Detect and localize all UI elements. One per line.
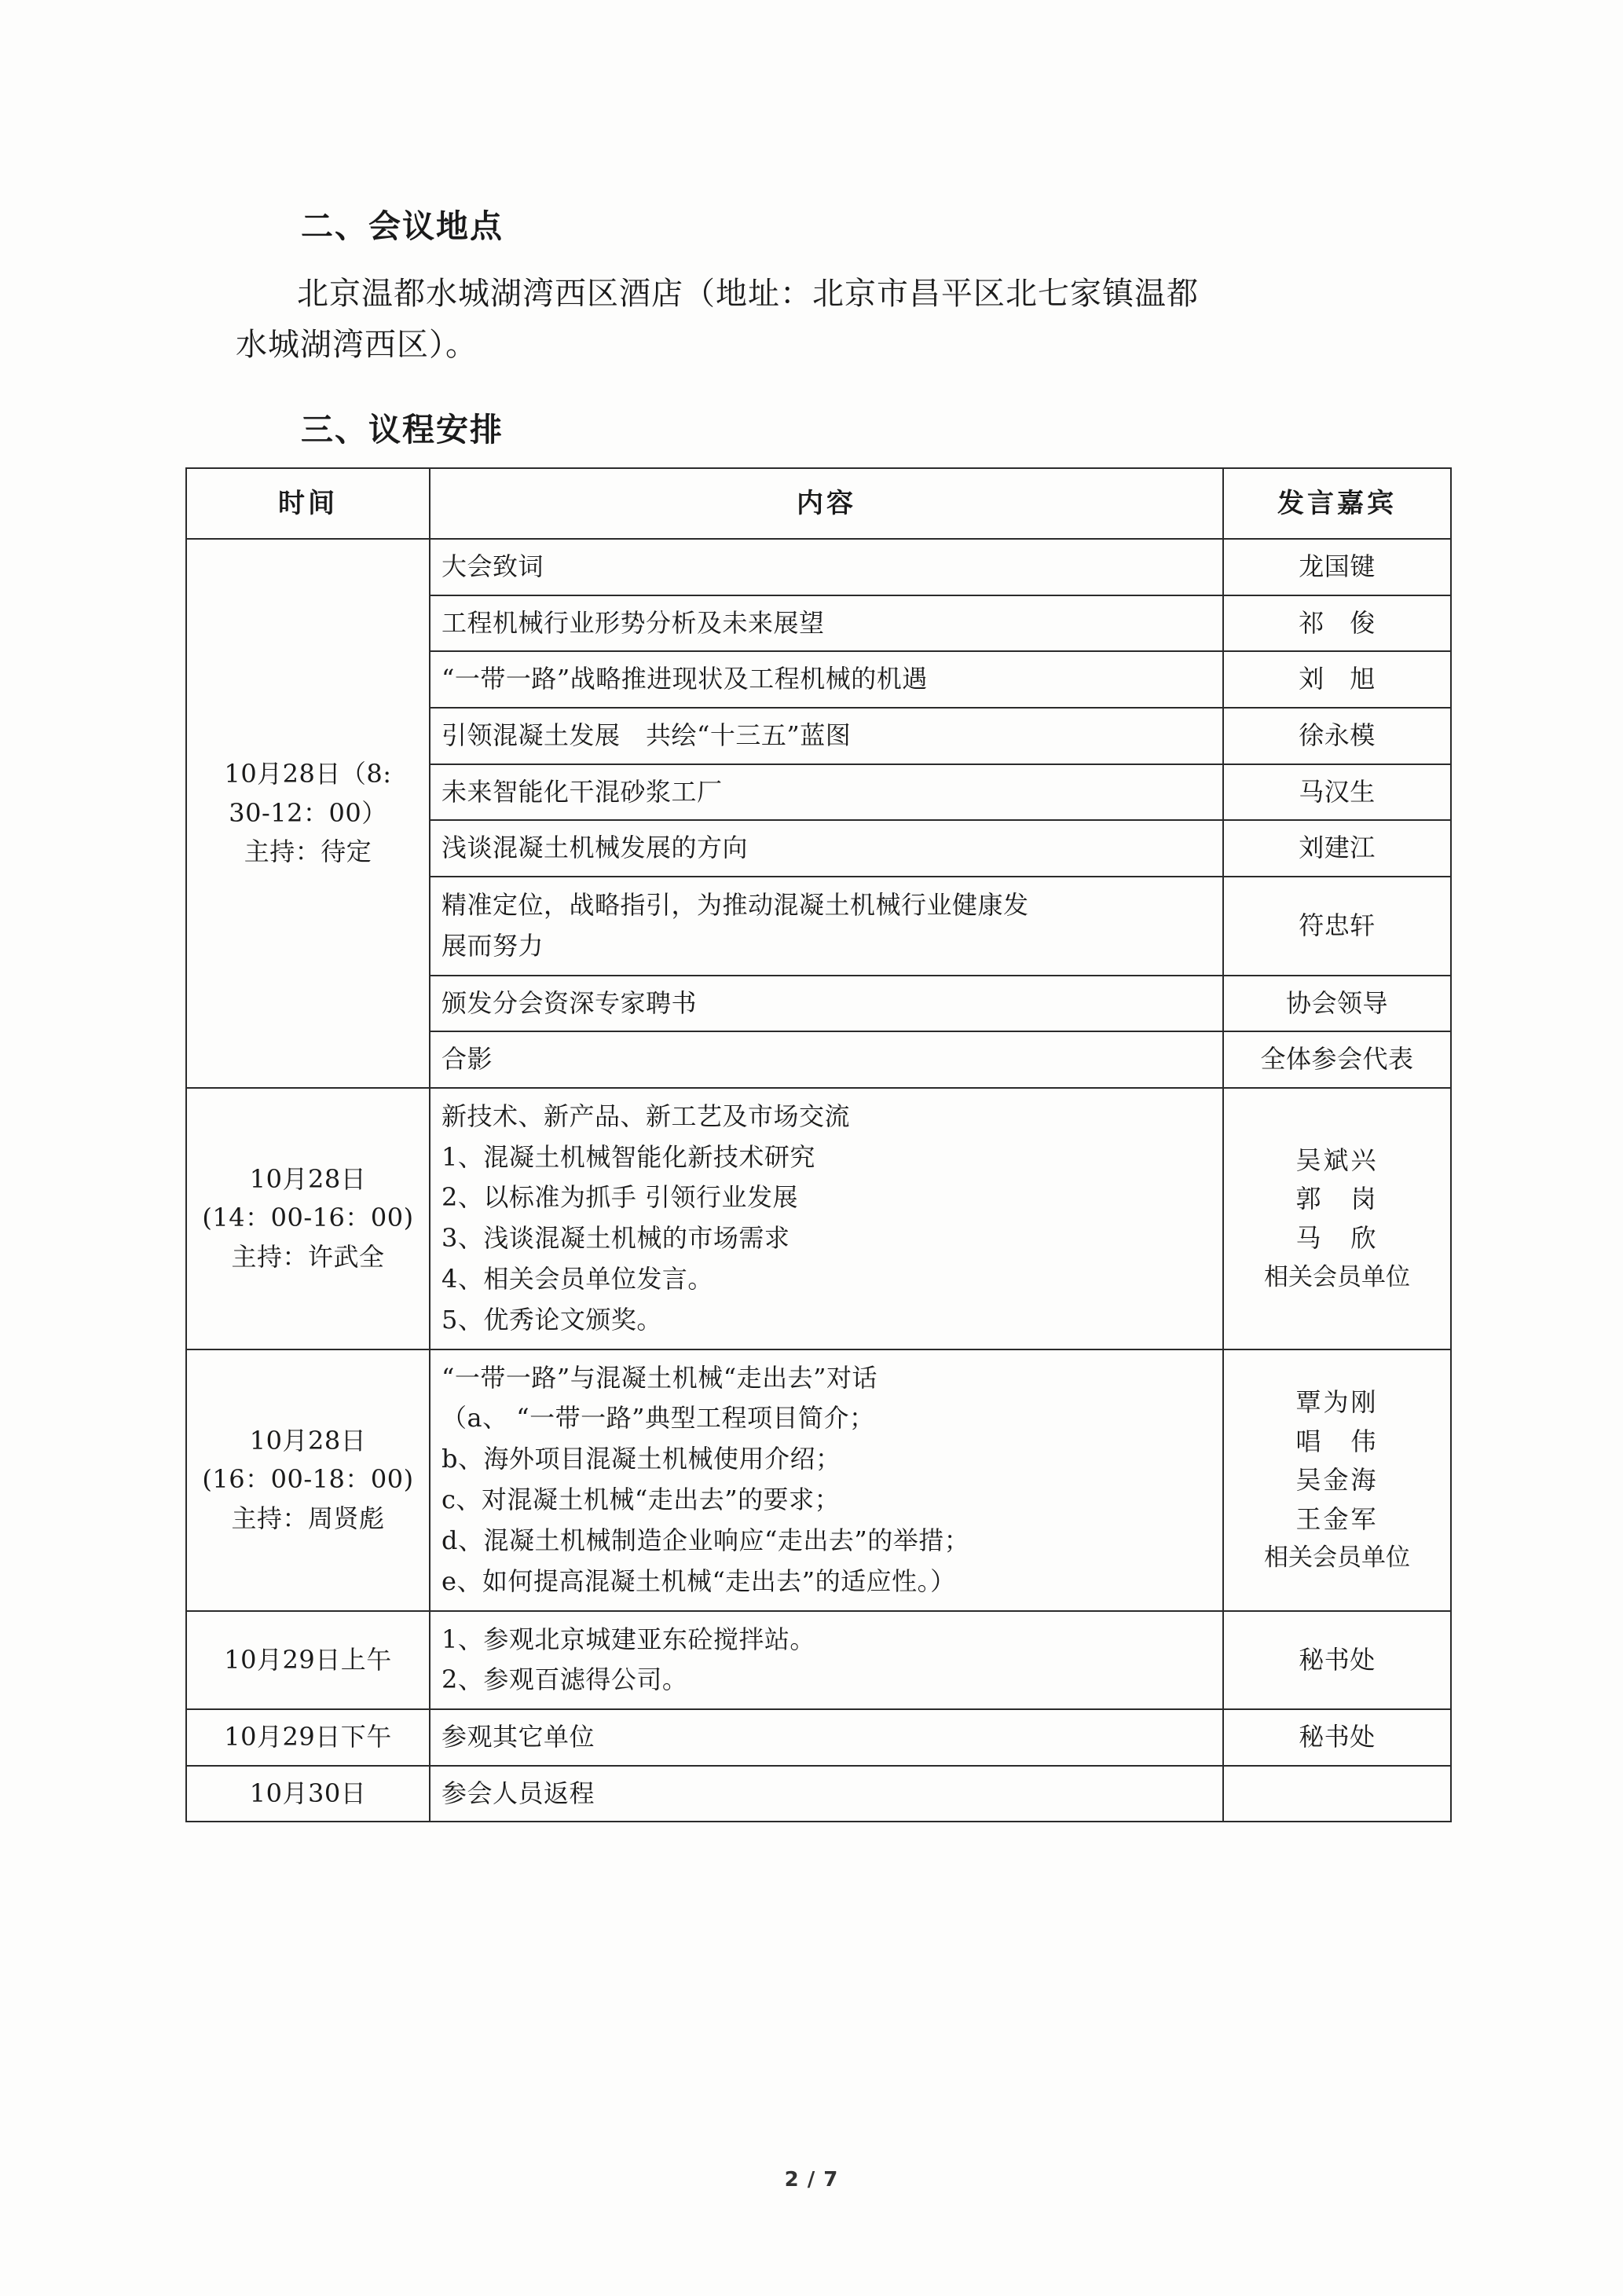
cell-time-block-4: 10月29日上午 <box>186 1611 430 1710</box>
content-line: e、如何提高混凝土机械“走出去”的适应性。） <box>441 1565 956 1596</box>
cell-content: 参会人员返程 <box>430 1766 1223 1822</box>
cell-content <box>430 1611 1223 1710</box>
time-line: 主持：周贤彪 <box>231 1503 385 1533</box>
guest-name: 郭 岗 <box>1295 1184 1379 1214</box>
time-line: (14：00-16：00) <box>202 1203 414 1233</box>
cell-guest: 符忠轩 <box>1223 877 1451 976</box>
time-line: 主持：待定 <box>244 837 372 867</box>
location-line-2: 水城湖湾西区）。 <box>236 326 478 363</box>
cell-guest: 秘书处 <box>1223 1709 1451 1766</box>
time-line: 主持：许武全 <box>231 1241 385 1272</box>
content-line: 新技术、新产品、新工艺及市场交流 <box>441 1100 851 1131</box>
content-line: 2、以标准为抓手 引领行业发展 <box>441 1182 799 1213</box>
guest-name: 吴斌兴 <box>1295 1144 1379 1175</box>
cell-guest <box>1223 1766 1451 1822</box>
content-line: 1、混凝土机械智能化新技术研究 <box>441 1141 815 1172</box>
guest-name: 覃为刚 <box>1295 1386 1379 1417</box>
content-line: 4、相关会员单位发言。 <box>441 1264 713 1294</box>
cell-guest: 秘书处 <box>1223 1611 1451 1710</box>
cell-content: 颁发分会资深专家聘书 <box>430 976 1223 1032</box>
cell-content <box>430 1088 1223 1349</box>
content-line: 2、参观百滤得公司。 <box>441 1664 688 1695</box>
cell-content: 引领混凝土发展 共绘“十三五”蓝图 <box>430 708 1223 764</box>
cell-guest: 祁 俊 <box>1223 595 1451 652</box>
table-row <box>186 1349 1451 1611</box>
cell-content <box>430 1349 1223 1611</box>
table-row <box>186 539 1451 595</box>
table-row <box>186 1088 1451 1349</box>
cell-content: 合影 <box>430 1031 1223 1088</box>
cell-guest: 龙国键 <box>1223 539 1451 595</box>
table-row <box>186 1709 1451 1766</box>
table-row <box>186 1766 1451 1822</box>
time-line: 10月28日 <box>249 1163 367 1194</box>
guest-name: 吴金海 <box>1295 1465 1379 1496</box>
section-heading-location: 二、会议地点 <box>301 207 504 245</box>
location-paragraph <box>179 269 1452 371</box>
time-line: (16：00-18：00) <box>202 1464 414 1495</box>
cell-guest: 徐永模 <box>1223 708 1451 764</box>
time-line: 10月28日（8: <box>224 759 392 789</box>
agenda-table <box>185 467 1452 1823</box>
content-line: 3、浅谈混凝土机械的市场需求 <box>441 1223 790 1254</box>
cell-content <box>430 877 1223 976</box>
column-header-guest: 发言嘉宾 <box>1223 468 1451 540</box>
cell-guest: 协会领导 <box>1223 976 1451 1032</box>
table-header-row <box>186 468 1451 540</box>
table-body <box>186 539 1451 1822</box>
page-number: 2 / 7 <box>784 2168 839 2192</box>
cell-content: 未来智能化干混砂浆工厂 <box>430 764 1223 821</box>
time-line: 10月28日 <box>249 1425 367 1456</box>
cell-content: 参观其它单位 <box>430 1709 1223 1766</box>
table-header <box>186 468 1451 540</box>
cell-content: “一带一路”战略推进现状及工程机械的机遇 <box>430 651 1223 708</box>
cell-content: 浅谈混凝土机械发展的方向 <box>430 820 1223 877</box>
column-header-content: 内容 <box>430 468 1223 540</box>
content-line: 1、参观北京城建亚东砼搅拌站。 <box>441 1624 815 1654</box>
cell-guest: 刘建江 <box>1223 820 1451 877</box>
content-line: c、对混凝土机械“走出去”的要求； <box>441 1485 841 1515</box>
content-line: “一带一路”与混凝土机械“走出去”对话 <box>441 1362 877 1393</box>
guest-name: 马 欣 <box>1295 1222 1379 1253</box>
cell-time-block-3 <box>186 1349 430 1611</box>
guest-name: 唱 伟 <box>1295 1426 1379 1456</box>
content-line: 精准定位，战略指引，为推动混凝土机械行业健康发 <box>441 889 1029 920</box>
table-row <box>186 1611 1451 1710</box>
time-line: 30-12：00） <box>229 797 387 828</box>
location-line-1: 北京温都水城湖湾西区酒店（地址：北京市昌平区北七家镇温都 <box>297 276 1199 312</box>
page-content <box>179 200 1452 1822</box>
cell-content: 工程机械行业形势分析及未来展望 <box>430 595 1223 652</box>
cell-guest <box>1223 1349 1451 1611</box>
content-line: 展而努力 <box>441 930 544 961</box>
content-line: b、海外项目混凝土机械使用介绍； <box>441 1444 841 1474</box>
cell-guest: 全体参会代表 <box>1223 1031 1451 1088</box>
column-header-time: 时间 <box>186 468 430 540</box>
cell-guest <box>1223 1088 1451 1349</box>
guest-name: 相关会员单位 <box>1264 1543 1410 1573</box>
cell-content: 大会致词 <box>430 539 1223 595</box>
cell-guest: 马汉生 <box>1223 764 1451 821</box>
cell-guest: 刘 旭 <box>1223 651 1451 708</box>
cell-time-block-2 <box>186 1088 430 1349</box>
cell-time-block-1 <box>186 539 430 1087</box>
guest-name: 相关会员单位 <box>1264 1262 1410 1291</box>
content-line: （a、 “一带一路”典型工程项目简介； <box>441 1403 875 1434</box>
content-line: 5、优秀论文颁奖。 <box>441 1304 662 1335</box>
section-heading-agenda: 三、议程安排 <box>301 410 504 449</box>
guest-name: 王金军 <box>1295 1503 1379 1534</box>
content-line: d、混凝土机械制造企业响应“走出去”的举措； <box>441 1525 970 1555</box>
cell-time-block-6: 10月30日 <box>186 1766 430 1822</box>
cell-time-block-5: 10月29日下午 <box>186 1709 430 1766</box>
